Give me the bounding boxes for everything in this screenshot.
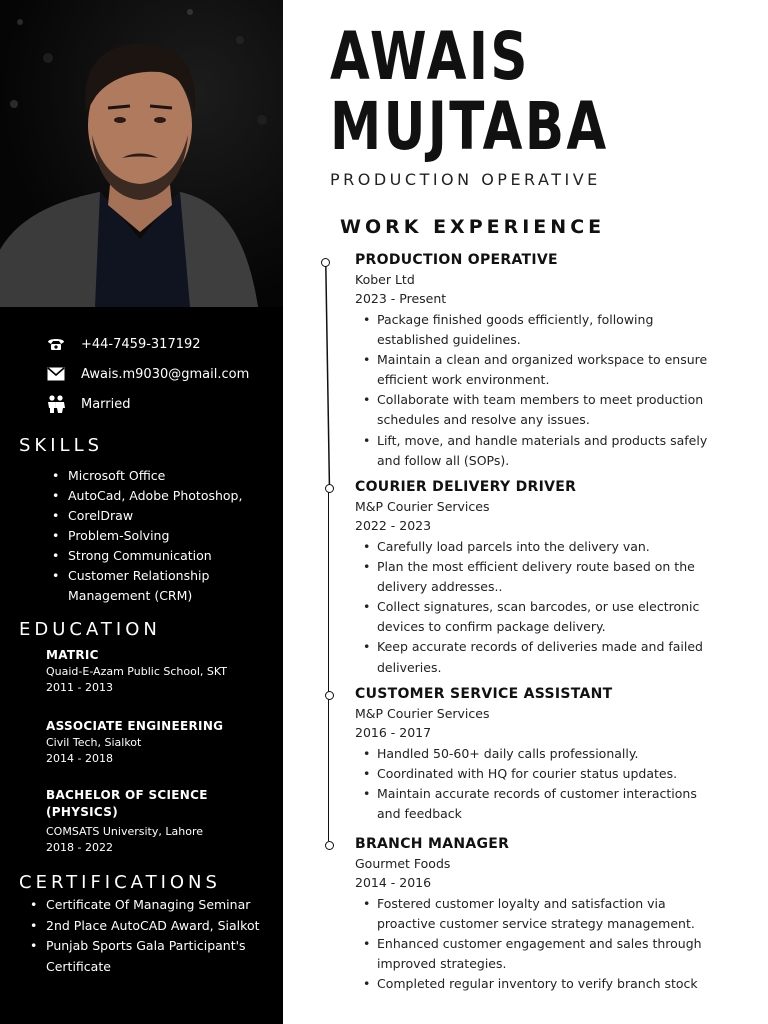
job-bullet: • Fostered customer loyalty and satisfaction via proactive customer service strategy management.: [359, 894, 704, 934]
job-company: Kober Ltd: [355, 272, 415, 287]
timeline-dot: [325, 691, 334, 700]
timeline-dot: [325, 484, 334, 493]
mail-icon: [46, 364, 66, 384]
left-panel: [0, 0, 283, 1024]
phone-icon: [46, 334, 66, 354]
skill-item: • Problem-Solving: [50, 526, 270, 546]
job-entry: [355, 834, 735, 994]
job-bullet: • Lift, move, and handle materials and products safely and follow all (SOPs).: [359, 431, 725, 471]
job-title: BRANCH MANAGER: [355, 836, 510, 852]
job-bullet: • Collect signatures, scan barcodes, or use electronic devices to confirm package delivery.: [359, 597, 725, 637]
job-bullet: • Keep accurate records of deliveries made and failed deliveries.: [359, 637, 725, 677]
education-years: 2018 - 2022: [46, 841, 113, 854]
work-experience-heading: WORK EXPERIENCE: [340, 216, 606, 238]
job-dates: 2023 - Present: [355, 291, 447, 306]
job-bullet: • Completed regular inventory to verify branch stock: [359, 974, 729, 994]
skill-item: • CorelDraw: [50, 506, 270, 526]
certification-item: • Certificate Of Managing Seminar: [28, 895, 278, 916]
job-title: CUSTOMER SERVICE ASSISTANT: [355, 686, 613, 702]
certification-item: • 2nd Place AutoCAD Award, Sialkot: [28, 916, 278, 937]
job-dates: 2016 - 2017: [355, 725, 432, 740]
education-item: [46, 718, 276, 767]
phone-number[interactable]: +44-7459-317192: [81, 336, 201, 352]
job-bullet: • Maintain a clean and organized workspace to ensure efficient work environment.: [359, 350, 727, 390]
education-item: [46, 647, 276, 696]
skill-item: • Strong Communication: [50, 546, 270, 566]
education-item: [46, 787, 276, 856]
job-entry: [355, 684, 735, 824]
education-heading: EDUCATION: [19, 619, 161, 640]
job-entry: [355, 477, 735, 678]
skills-list: [50, 466, 270, 606]
contact-block: [46, 334, 249, 424]
first-name: AWAIS: [330, 18, 530, 95]
job-company: Gourmet Foods: [355, 856, 451, 871]
skill-item: • Customer Relationship Management (CRM): [50, 566, 270, 606]
job-bullet: • Collaborate with team members to meet production schedules and resolve any issues.: [359, 390, 727, 430]
education-degree: MATRIC: [46, 648, 99, 662]
education-degree: ASSOCIATE ENGINEERING: [46, 719, 224, 733]
contact-phone: [46, 334, 249, 354]
job-title: COURIER DELIVERY DRIVER: [355, 479, 577, 495]
skill-item: • AutoCad, Adobe Photoshop,: [50, 486, 270, 506]
contact-status: [46, 394, 249, 414]
full-name: [330, 18, 609, 165]
job-bullet: • Plan the most efficient delivery route based on the delivery addresses..: [359, 557, 714, 597]
job-bullet: • Handled 50-60+ daily calls professionally.: [359, 744, 727, 764]
job-bullets: [359, 537, 727, 678]
timeline-segment: [328, 492, 331, 692]
job-dates: 2014 - 2016: [355, 875, 432, 890]
job-dates: 2022 - 2023: [355, 518, 432, 533]
job-bullet: • Package finished goods efficiently, following established guidelines.: [359, 310, 689, 350]
last-name: MUJTABA: [330, 88, 609, 165]
job-company: M&P Courier Services: [355, 706, 490, 721]
job-entry: [355, 250, 735, 471]
certification-item: • Punjab Sports Gala Participant's Certificate: [28, 936, 258, 977]
job-bullets: [359, 744, 727, 824]
education-school: COMSATS University, Lahore: [46, 825, 203, 838]
timeline-segment: [325, 265, 330, 490]
skills-heading: SKILLS: [19, 435, 104, 456]
job-bullet: • Coordinated with HQ for courier status updates.: [359, 764, 727, 784]
job-bullet: • Carefully load parcels into the delivery van.: [359, 537, 727, 557]
certifications-heading: CERTIFICATIONS: [19, 872, 221, 893]
timeline-segment: [328, 699, 331, 841]
job-bullets: [359, 894, 727, 994]
timeline-dot: [325, 841, 334, 850]
education-years: 2014 - 2018: [46, 752, 113, 765]
education-school: Quaid-E-Azam Public School, SKT: [46, 665, 227, 678]
job-title: PRODUCTION OPERATIVE: [355, 252, 558, 268]
marital-status: Married: [81, 396, 131, 412]
timeline-dot: [321, 258, 330, 267]
job-role: PRODUCTION OPERATIVE: [330, 170, 601, 189]
job-company: M&P Courier Services: [355, 499, 490, 514]
certifications-list: [28, 895, 278, 977]
job-bullet: • Enhanced customer engagement and sales through improved strategies.: [359, 934, 725, 974]
education-degree: BACHELOR OF SCIENCE (PHYSICS): [46, 788, 208, 819]
job-bullets: [359, 310, 727, 471]
profile-photo: [0, 0, 283, 307]
contact-email: [46, 364, 249, 384]
education-school: Civil Tech, Sialkot: [46, 736, 142, 749]
people-icon: [46, 394, 66, 414]
job-bullet: • Maintain accurate records of customer interactions and feedback: [359, 784, 721, 824]
education-years: 2011 - 2013: [46, 681, 113, 694]
skill-item: • Microsoft Office: [50, 466, 270, 486]
email-address[interactable]: Awais.m9030@gmail.com: [81, 366, 250, 382]
